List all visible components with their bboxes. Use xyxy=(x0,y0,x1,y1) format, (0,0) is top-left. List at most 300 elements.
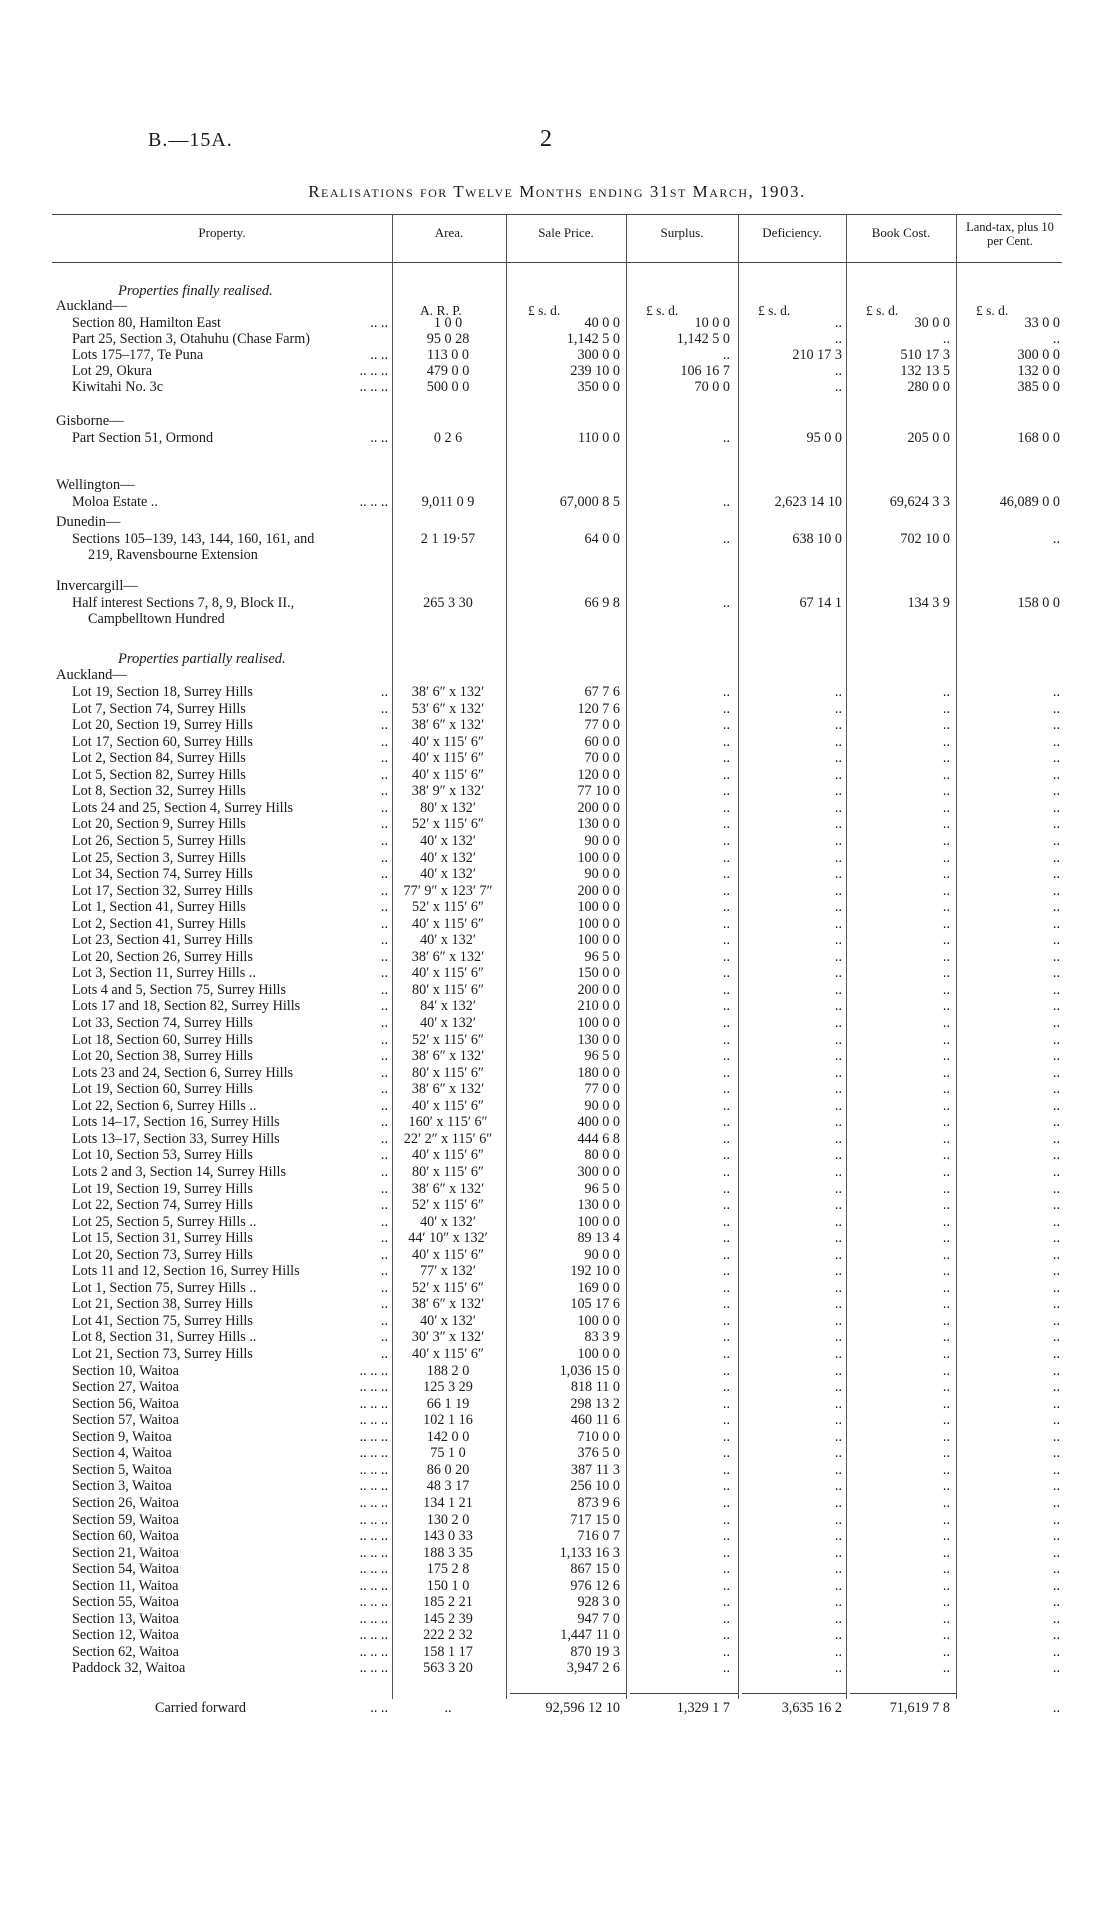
table-row xyxy=(0,1528,1114,1544)
area-cell: 160′ x 115′ 6″ xyxy=(408,1114,488,1130)
land-tax-cell: .. xyxy=(1052,1412,1060,1428)
leader-dots: .. xyxy=(380,916,388,932)
sale-cell: 460 11 6 xyxy=(570,1412,620,1428)
sale-cell: 867 15 0 xyxy=(570,1561,620,1577)
property-cell: Lot 29, Okura xyxy=(72,363,152,379)
leader-dots: .. xyxy=(380,965,388,981)
area-cell: 40′ x 132′ xyxy=(420,866,476,882)
surplus-cell: .. xyxy=(722,1462,730,1478)
leader-dots: .. xyxy=(380,1263,388,1279)
deficiency-cell: .. xyxy=(834,1578,842,1594)
sale-cell: 100 0 0 xyxy=(577,932,620,948)
table-row xyxy=(0,1098,1114,1114)
sale-cell: 120 7 6 xyxy=(577,701,620,717)
land-tax-cell: .. xyxy=(1052,850,1060,866)
deficiency-cell: .. xyxy=(834,363,842,379)
land-tax-cell: .. xyxy=(1052,1081,1060,1097)
property-cell: Lots 23 and 24, Section 6, Surrey Hills xyxy=(72,1065,294,1081)
surplus-cell: .. xyxy=(722,1528,730,1544)
sale-cell: 1,447 11 0 xyxy=(560,1627,620,1643)
book-cell: .. xyxy=(942,734,950,750)
property-cell: Kiwitahi No. 3c xyxy=(72,379,164,395)
deficiency-cell: .. xyxy=(834,379,842,395)
book-cell: .. xyxy=(942,1512,950,1528)
area-cell: 9,011 0 9 xyxy=(421,494,475,510)
surplus-cell: .. xyxy=(722,866,730,882)
book-cell: .. xyxy=(942,1611,950,1627)
surplus-cell: .. xyxy=(722,1561,730,1577)
table-row xyxy=(0,1263,1114,1279)
property-cell: Lot 19, Section 19, Surrey Hills xyxy=(72,1181,253,1197)
sale-cell: 300 0 0 xyxy=(577,347,620,363)
surplus-cell: .. xyxy=(722,1048,730,1064)
sale-cell: 100 0 0 xyxy=(577,916,620,932)
table-row xyxy=(0,1445,1114,1461)
area-cell: 40′ x 115′ 6″ xyxy=(412,965,484,981)
land-tax-cell: .. xyxy=(1052,816,1060,832)
book-cell: .. xyxy=(942,1396,950,1412)
surplus-cell: .. xyxy=(722,1081,730,1097)
deficiency-cell: .. xyxy=(834,1181,842,1197)
deficiency-cell: .. xyxy=(834,1528,842,1544)
area-cell: 66 1 19 xyxy=(426,1396,470,1412)
sale-cell: 67 7 6 xyxy=(584,684,620,700)
book-cell: .. xyxy=(942,1528,950,1544)
deficiency-cell: .. xyxy=(834,949,842,965)
land-tax-cell: .. xyxy=(1052,949,1060,965)
leader-dots: .. xyxy=(380,1329,388,1345)
area-cell: 2 1 19·57 xyxy=(420,531,476,547)
table-row xyxy=(0,1611,1114,1627)
book-cell: .. xyxy=(942,701,950,717)
sale-cell: 873 9 6 xyxy=(577,1495,620,1511)
table-top-rule xyxy=(52,214,1062,215)
deficiency-cell: .. xyxy=(834,1379,842,1395)
surplus-cell: .. xyxy=(722,1280,730,1296)
deficiency-cell: .. xyxy=(834,315,842,331)
area-cell: 150 1 0 xyxy=(426,1578,470,1594)
land-tax-cell: .. xyxy=(1052,1700,1060,1716)
surplus-cell: .. xyxy=(722,1114,730,1130)
sale-cell: 169 0 0 xyxy=(577,1280,620,1296)
land-tax-cell: .. xyxy=(1052,717,1060,733)
surplus-cell: .. xyxy=(722,701,730,717)
sale-cell: 130 0 0 xyxy=(577,1197,620,1213)
book-cell: .. xyxy=(942,800,950,816)
property-cell: Lots 175–177, Te Puna xyxy=(72,347,204,363)
sale-cell: 256 10 0 xyxy=(570,1478,620,1494)
area-cell: 38′ 6″ x 132′ xyxy=(411,1081,485,1097)
table-row xyxy=(0,1495,1114,1511)
land-tax-cell: .. xyxy=(1052,701,1060,717)
book-cell: .. xyxy=(942,1313,950,1329)
deficiency-cell: .. xyxy=(834,1561,842,1577)
sale-cell: 976 12 6 xyxy=(570,1578,620,1594)
table-row xyxy=(0,363,1114,379)
leader-dots: .. xyxy=(380,899,388,915)
sale-cell: 300 0 0 xyxy=(577,1164,620,1180)
land-tax-cell: .. xyxy=(1052,1627,1060,1643)
book-cell: .. xyxy=(942,1048,950,1064)
deficiency-cell: .. xyxy=(834,1363,842,1379)
sale-cell: 110 0 0 xyxy=(577,430,620,446)
table-header-rule xyxy=(52,262,1062,263)
property-cell: Lot 20, Section 26, Surrey Hills xyxy=(72,949,253,965)
property-cell: Lot 33, Section 74, Surrey Hills xyxy=(72,1015,253,1031)
table-row xyxy=(0,1379,1114,1395)
book-cell: .. xyxy=(942,1280,950,1296)
surplus-cell: .. xyxy=(722,982,730,998)
land-tax-cell: .. xyxy=(1052,1313,1060,1329)
deficiency-cell: .. xyxy=(834,982,842,998)
surplus-cell: .. xyxy=(722,1131,730,1147)
book-cell: .. xyxy=(942,1578,950,1594)
book-cell: .. xyxy=(942,883,950,899)
surplus-cell: .. xyxy=(722,1230,730,1246)
book-cell: .. xyxy=(942,1263,950,1279)
surplus-cell: .. xyxy=(722,1644,730,1660)
book-cell: .. xyxy=(942,850,950,866)
table-row xyxy=(0,1230,1114,1246)
land-tax-cell: .. xyxy=(1052,1644,1060,1660)
area-cell: 40′ x 115′ 6″ xyxy=(412,767,484,783)
property-cell: Lot 23, Section 41, Surrey Hills xyxy=(72,932,253,948)
leader-dots: .. xyxy=(380,1081,388,1097)
area-cell: 1 0 0 xyxy=(433,315,463,331)
leader-dots: .. .. .. xyxy=(359,1379,388,1395)
land-tax-cell: .. xyxy=(1052,1015,1060,1031)
surplus-cell: .. xyxy=(722,932,730,948)
sale-cell: 210 0 0 xyxy=(577,998,620,1014)
deficiency-cell: .. xyxy=(834,1114,842,1130)
leader-dots: .. xyxy=(380,932,388,948)
book-cell: .. xyxy=(942,1561,950,1577)
book-cell: .. xyxy=(942,1164,950,1180)
land-tax-cell: .. xyxy=(1052,1396,1060,1412)
sale-cell: 92,596 12 10 xyxy=(545,1700,620,1716)
property-cell: Section 11, Waitoa xyxy=(72,1578,179,1594)
deficiency-cell: .. xyxy=(834,1015,842,1031)
property-cell: Lot 20, Section 9, Surrey Hills xyxy=(72,816,246,832)
area-cell: 86 0 20 xyxy=(426,1462,470,1478)
deficiency-cell: .. xyxy=(834,1230,842,1246)
deficiency-cell: .. xyxy=(834,1263,842,1279)
deficiency-cell: .. xyxy=(834,932,842,948)
table-row xyxy=(0,1214,1114,1230)
property-cell: Section 5, Waitoa xyxy=(72,1462,172,1478)
land-tax-cell: .. xyxy=(1052,932,1060,948)
surplus-cell: 1,142 5 0 xyxy=(676,331,730,347)
sale-cell: 200 0 0 xyxy=(577,883,620,899)
land-tax-cell: 132 0 0 xyxy=(1017,363,1060,379)
table-row xyxy=(0,916,1114,932)
leader-dots: .. xyxy=(380,1230,388,1246)
area-cell: 52′ x 115′ 6″ xyxy=(412,816,484,832)
table-row xyxy=(0,347,1114,363)
property-cell: Section 21, Waitoa xyxy=(72,1545,179,1561)
leader-dots: .. .. .. xyxy=(359,494,388,510)
table-row xyxy=(0,1512,1114,1528)
sale-cell: 100 0 0 xyxy=(577,899,620,915)
table-row xyxy=(0,949,1114,965)
area-cell: 188 2 0 xyxy=(426,1363,470,1379)
leader-dots: .. .. .. xyxy=(359,1644,388,1660)
book-cell: .. xyxy=(942,750,950,766)
leader-dots: .. xyxy=(380,1048,388,1064)
col-header-area: Area. xyxy=(434,225,464,240)
area-cell: 77′ x 132′ xyxy=(420,1263,476,1279)
land-tax-cell: .. xyxy=(1052,1561,1060,1577)
property-cell: Lot 8, Section 31, Surrey Hills .. xyxy=(72,1329,257,1345)
area-cell: 40′ x 132′ xyxy=(420,1214,476,1230)
area-cell: 188 3 35 xyxy=(423,1545,473,1561)
area-cell: 44′ 10″ x 132′ xyxy=(408,1230,488,1246)
deficiency-cell: .. xyxy=(834,1280,842,1296)
leader-dots: .. .. .. xyxy=(359,379,388,395)
leader-dots: .. xyxy=(380,1114,388,1130)
table-row xyxy=(0,1462,1114,1478)
area-cell: 52′ x 115′ 6″ xyxy=(412,1280,484,1296)
property-cell: Half interest Sections 7, 8, 9, Block II., xyxy=(72,595,295,611)
table-row xyxy=(0,1429,1114,1445)
table-row xyxy=(0,1247,1114,1263)
sale-cell: 100 0 0 xyxy=(577,1346,620,1362)
land-tax-cell: .. xyxy=(1052,1379,1060,1395)
deficiency-cell: .. xyxy=(834,1594,842,1610)
book-cell: .. xyxy=(942,1114,950,1130)
leader-dots: .. xyxy=(380,833,388,849)
property-cell: Section 10, Waitoa xyxy=(72,1363,179,1379)
book-cell: .. xyxy=(942,1379,950,1395)
deficiency-cell: .. xyxy=(834,1545,842,1561)
deficiency-cell: .. xyxy=(834,850,842,866)
leader-dots: .. xyxy=(380,1296,388,1312)
table-row xyxy=(0,833,1114,849)
table-row xyxy=(0,1065,1114,1081)
table-row xyxy=(0,1329,1114,1345)
surplus-cell: .. xyxy=(722,816,730,832)
sale-cell: 66 9 8 xyxy=(584,595,620,611)
table-row xyxy=(0,595,1114,611)
area-cell: 145 2 39 xyxy=(423,1611,473,1627)
property-cell: Lot 1, Section 75, Surrey Hills .. xyxy=(72,1280,257,1296)
property-cell: Lot 34, Section 74, Surrey Hills xyxy=(72,866,253,882)
total-rule xyxy=(510,1693,626,1694)
deficiency-cell: .. xyxy=(834,1644,842,1660)
area-cell: 40′ x 132′ xyxy=(420,1313,476,1329)
deficiency-cell: .. xyxy=(834,1048,842,1064)
surplus-cell: .. xyxy=(722,1594,730,1610)
book-cell: .. xyxy=(942,1032,950,1048)
table-row xyxy=(0,1561,1114,1577)
area-cell: 77′ 9″ x 123′ 7″ xyxy=(403,883,493,899)
book-cell: .. xyxy=(942,1412,950,1428)
property-cell: Lot 25, Section 5, Surrey Hills .. xyxy=(72,1214,257,1230)
land-tax-cell: .. xyxy=(1052,1214,1060,1230)
deficiency-cell: .. xyxy=(834,1627,842,1643)
sale-cell: 150 0 0 xyxy=(577,965,620,981)
page-number: 2 xyxy=(540,126,552,152)
section-heading-partial: Properties partially realised. xyxy=(118,651,286,667)
book-cell: 280 0 0 xyxy=(907,379,950,395)
area-cell: 80′ x 115′ 6″ xyxy=(412,1065,484,1081)
table-row xyxy=(0,1197,1114,1213)
book-cell: .. xyxy=(942,916,950,932)
area-cell: 143 0 33 xyxy=(423,1528,473,1544)
surplus-cell: .. xyxy=(722,1512,730,1528)
land-tax-cell: 300 0 0 xyxy=(1017,347,1060,363)
sale-cell: 100 0 0 xyxy=(577,1214,620,1230)
property-cell: Section 27, Waitoa xyxy=(72,1379,179,1395)
area-cell: 40′ x 115′ 6″ xyxy=(412,734,484,750)
property-cell: Section 56, Waitoa xyxy=(72,1396,179,1412)
surplus-cell: .. xyxy=(722,717,730,733)
area-cell: 52′ x 115′ 6″ xyxy=(412,1032,484,1048)
table-row xyxy=(0,767,1114,783)
table-row xyxy=(0,1181,1114,1197)
deficiency-cell: .. xyxy=(834,331,842,347)
leader-dots: .. xyxy=(380,800,388,816)
table-row xyxy=(0,717,1114,733)
land-tax-cell: .. xyxy=(1052,800,1060,816)
surplus-cell: .. xyxy=(722,1015,730,1031)
land-tax-cell: .. xyxy=(1052,783,1060,799)
col-header-sale: Sale Price. xyxy=(538,225,594,240)
book-cell: .. xyxy=(942,816,950,832)
leader-dots: .. xyxy=(380,1015,388,1031)
leader-dots: .. xyxy=(380,1214,388,1230)
deficiency-cell: .. xyxy=(834,734,842,750)
col-header-property: Property. xyxy=(198,225,246,240)
surplus-cell: .. xyxy=(722,1578,730,1594)
area-cell: 102 1 16 xyxy=(423,1412,473,1428)
area-cell: 75 1 0 xyxy=(430,1445,466,1461)
book-cell: .. xyxy=(942,1346,950,1362)
surplus-cell: .. xyxy=(722,595,730,611)
property-cell: Lot 8, Section 32, Surrey Hills xyxy=(72,783,246,799)
leader-dots: .. xyxy=(380,1098,388,1114)
property-cell: Lot 3, Section 11, Surrey Hills .. xyxy=(72,965,256,981)
land-tax-cell: .. xyxy=(1052,1528,1060,1544)
book-cell: .. xyxy=(942,717,950,733)
table-row-continued xyxy=(0,611,1114,627)
leader-dots: .. .. .. xyxy=(359,363,388,379)
land-tax-cell: .. xyxy=(1052,1445,1060,1461)
area-cell: 38′ 6″ x 132′ xyxy=(411,1048,485,1064)
table-row xyxy=(0,800,1114,816)
sale-cell: 77 0 0 xyxy=(584,1081,620,1097)
property-cell: Section 9, Waitoa xyxy=(72,1429,172,1445)
sale-cell: 1,036 15 0 xyxy=(559,1363,620,1379)
table-row xyxy=(0,1131,1114,1147)
book-cell: .. xyxy=(942,1147,950,1163)
area-cell: 113 0 0 xyxy=(426,347,470,363)
sale-cell: 444 6 8 xyxy=(577,1131,620,1147)
land-units: £ s. d. xyxy=(976,303,1009,318)
leader-dots: .. xyxy=(380,750,388,766)
table-row xyxy=(0,1313,1114,1329)
sale-cell: 100 0 0 xyxy=(577,1313,620,1329)
sale-cell: 716 0 7 xyxy=(577,1528,620,1544)
area-cell: 80′ x 115′ 6″ xyxy=(412,1164,484,1180)
land-tax-cell: .. xyxy=(1052,1329,1060,1345)
surplus-cell: .. xyxy=(722,1363,730,1379)
deficiency-cell: .. xyxy=(834,1429,842,1445)
sale-cell: 1,133 16 3 xyxy=(559,1545,620,1561)
deficiency-cell: .. xyxy=(834,750,842,766)
area-cell: 40′ x 115′ 6″ xyxy=(412,750,484,766)
land-tax-cell: 33 0 0 xyxy=(1024,315,1060,331)
deficiency-cell: .. xyxy=(834,1214,842,1230)
area-cell: 130 2 0 xyxy=(426,1512,470,1528)
page-header-ref: B.—15A. xyxy=(148,129,233,151)
book-cell: .. xyxy=(942,1197,950,1213)
property-cell: Part Section 51, Ormond xyxy=(72,430,214,446)
table-row xyxy=(0,783,1114,799)
surplus-cell: .. xyxy=(722,1660,730,1676)
book-cell: .. xyxy=(942,932,950,948)
surplus-units: £ s. d. xyxy=(646,303,679,318)
area-cell: 84′ x 132′ xyxy=(420,998,476,1014)
property-cell: Lot 21, Section 73, Surrey Hills xyxy=(72,1346,253,1362)
sale-cell: 89 13 4 xyxy=(577,1230,620,1246)
book-cell: .. xyxy=(942,965,950,981)
table-row-continued xyxy=(0,547,1114,563)
property-cell: Lot 7, Section 74, Surrey Hills xyxy=(72,701,246,717)
surplus-cell: .. xyxy=(722,1263,730,1279)
table-row xyxy=(0,899,1114,915)
area-cell: 265 3 30 xyxy=(423,595,473,611)
leader-dots: .. xyxy=(380,1247,388,1263)
property-cell: Lot 1, Section 41, Surrey Hills xyxy=(72,899,246,915)
property-cell: Lots 11 and 12, Section 16, Surrey Hills xyxy=(72,1263,300,1279)
table-row xyxy=(0,1594,1114,1610)
surplus-cell: .. xyxy=(722,1379,730,1395)
land-tax-cell: .. xyxy=(1052,899,1060,915)
land-tax-cell: .. xyxy=(1052,998,1060,1014)
property-cell: Lot 2, Section 41, Surrey Hills xyxy=(72,916,246,932)
col-header-deficiency: Deficiency. xyxy=(762,225,822,240)
sale-cell: 928 3 0 xyxy=(577,1594,620,1610)
book-cell: 702 10 0 xyxy=(900,531,950,547)
area-cell: 30′ 3″ x 132′ xyxy=(411,1329,485,1345)
leader-dots: .. xyxy=(380,1197,388,1213)
sale-cell: 130 0 0 xyxy=(577,1032,620,1048)
leader-dots: .. xyxy=(380,1181,388,1197)
leader-dots: .. .. .. xyxy=(359,1611,388,1627)
leader-dots: .. xyxy=(380,767,388,783)
book-cell: .. xyxy=(942,833,950,849)
property-cell: Lots 13–17, Section 33, Surrey Hills xyxy=(72,1131,280,1147)
deficiency-cell: .. xyxy=(834,1065,842,1081)
surplus-cell: .. xyxy=(722,1247,730,1263)
table-row xyxy=(0,1578,1114,1594)
leader-dots: .. xyxy=(380,998,388,1014)
surplus-cell: .. xyxy=(722,347,730,363)
book-cell: .. xyxy=(942,783,950,799)
leader-dots: .. xyxy=(380,816,388,832)
property-cell: Carried forward xyxy=(155,1700,246,1716)
area-cell: 0 2 6 xyxy=(433,430,463,446)
leader-dots: .. .. .. xyxy=(359,1627,388,1643)
deficiency-cell: .. xyxy=(834,701,842,717)
sale-cell: 64 0 0 xyxy=(584,531,620,547)
deficiency-cell: .. xyxy=(834,866,842,882)
deficiency-cell: .. xyxy=(834,1296,842,1312)
property-cell: Lot 25, Section 3, Surrey Hills xyxy=(72,850,246,866)
book-cell: .. xyxy=(942,1081,950,1097)
sale-cell: 387 11 3 xyxy=(570,1462,620,1478)
